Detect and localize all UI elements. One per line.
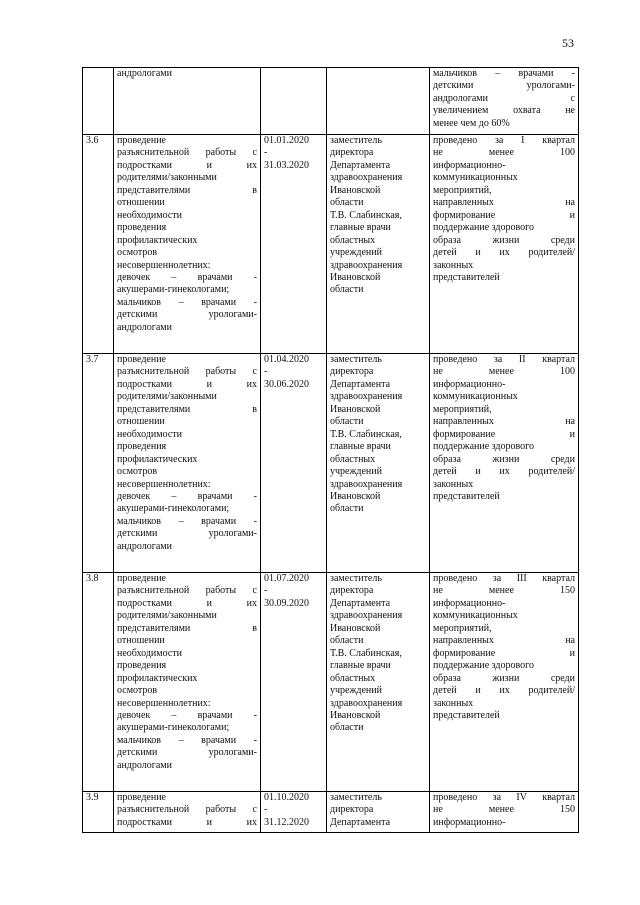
activity-line: проведения [117, 441, 167, 453]
responsible-line: директора [330, 804, 374, 816]
activity-line: родителями/законными [117, 391, 217, 403]
activity-line: необходимости [117, 209, 183, 221]
row-number: 3.7 [86, 354, 99, 365]
date-line: 31.03.2020 [264, 159, 309, 171]
activity-line: профилактических [117, 672, 198, 684]
result-line: законных [433, 697, 474, 709]
activity-line: родителями/законными [117, 172, 217, 184]
activity-line: необходимости [117, 428, 183, 440]
activity-line: мальчиков – врачами - [117, 296, 257, 308]
dates-cell [261, 135, 327, 354]
responsible-line: областных [330, 672, 376, 684]
table-row-3-7 [83, 354, 579, 573]
activity-line: акушерами-гинекологами; [117, 503, 230, 515]
dates-cell [261, 573, 327, 792]
activity-line: отношении [117, 635, 165, 647]
responsible-line: заместитель [330, 573, 382, 584]
result-line: направленных на [433, 197, 575, 209]
responsible-line: здравоохранения [330, 259, 403, 271]
result-line: не менее 100 [433, 366, 575, 378]
activity-line: осмотров [117, 466, 158, 478]
dates-cell [261, 354, 327, 573]
responsible-line: Департамента [330, 597, 391, 609]
result-line: детскими урологами- [433, 80, 575, 92]
responsible-line: Т.В. Слабинская, [330, 209, 402, 221]
activity-line: разъяснительной работы с [117, 366, 257, 378]
dates-cell [261, 68, 327, 135]
activity-line: мальчиков – врачами - [117, 734, 257, 746]
date-line: 01.04.2020 [264, 354, 309, 365]
result-line: формирование и [433, 647, 575, 659]
activity-line: осмотров [117, 247, 158, 259]
responsible-line: главные врачи [330, 660, 391, 672]
responsible-cell [327, 68, 430, 135]
result-line: мероприятий, [433, 184, 492, 196]
activity-line: девочек – врачами - [117, 709, 257, 721]
responsible-line: Ивановской [330, 622, 381, 634]
result-line: законных [433, 478, 474, 490]
result-line: информационно- [433, 816, 506, 828]
activity-cell [114, 354, 261, 573]
result-line: формирование и [433, 428, 575, 440]
responsible-line: здравоохранения [330, 697, 403, 709]
activity-cell [114, 68, 261, 135]
responsible-line: заместитель [330, 135, 382, 146]
responsible-line: области [330, 503, 364, 515]
result-line: не менее 150 [433, 804, 575, 816]
date-line: 01.10.2020 [264, 792, 309, 803]
date-line: 30.06.2020 [264, 378, 309, 390]
activity-cell [114, 573, 261, 792]
table-row-3-9 [83, 792, 579, 833]
result-cell [430, 792, 579, 833]
activity-line: представителями в [117, 622, 257, 634]
result-line: детей и их родителей/ [433, 466, 575, 478]
activity-line: родителями/законными [117, 610, 217, 622]
result-line: законных [433, 259, 474, 271]
result-line: проведено за I квартал [433, 135, 575, 146]
responsible-line: Департамента [330, 816, 391, 828]
responsible-line: Департамента [330, 378, 391, 390]
activity-line: разъяснительной работы с [117, 147, 257, 159]
result-line: образа жизни среди [433, 672, 575, 684]
responsible-line: главные врачи [330, 222, 391, 234]
activity-line: подростками и их [117, 816, 257, 828]
table-row-continued [83, 68, 579, 135]
activity-line: проведение [117, 573, 166, 584]
result-line: образа жизни среди [433, 453, 575, 465]
row-number-cell [83, 792, 114, 833]
activity-line: проведение [117, 354, 166, 365]
activity-line: проведения [117, 222, 167, 234]
responsible-cell [327, 135, 430, 354]
date-line: 01.01.2020 [264, 135, 309, 146]
page-number: 53 [562, 36, 574, 50]
responsible-cell [327, 792, 430, 833]
date-line: - [264, 366, 268, 378]
row-number-cell [83, 68, 114, 135]
dates-cell [261, 792, 327, 833]
result-line: детей и их родителей/ [433, 247, 575, 259]
row-number-cell [83, 354, 114, 573]
activity-line: детскими урологами- [117, 747, 257, 759]
result-line: андрологами с [433, 92, 575, 104]
activity-line: профилактических [117, 234, 198, 246]
result-line: представителей [433, 271, 500, 283]
activity-line: девочек – врачами - [117, 271, 257, 283]
responsible-line: директора [330, 585, 374, 597]
activity-line: осмотров [117, 685, 158, 697]
result-cell [430, 354, 579, 573]
responsible-line: областных [330, 453, 376, 465]
responsible-line: Т.В. Слабинская, [330, 428, 402, 440]
responsible-line: учреждений [330, 685, 382, 697]
result-line: направленных на [433, 635, 575, 647]
activity-line: подростками и их [117, 597, 257, 609]
date-line: 01.07.2020 [264, 573, 309, 584]
result-line: проведено за IV квартал [433, 792, 575, 803]
responsible-line: заместитель [330, 354, 382, 365]
result-cell [430, 68, 579, 135]
result-line: поддержание здорового [433, 441, 535, 453]
result-line: детей и их родителей/ [433, 685, 575, 697]
row-number-cell [83, 135, 114, 354]
responsible-line: Т.В. Слабинская, [330, 647, 402, 659]
activity-line: мальчиков – врачами - [117, 515, 257, 527]
activity-cell [114, 135, 261, 354]
activity-line: детскими урологами- [117, 309, 257, 321]
responsible-line: области [330, 722, 364, 734]
table-row-3-8 [83, 573, 579, 792]
activity-line: представителями в [117, 184, 257, 196]
result-line: увеличением охвата не [433, 105, 575, 117]
activity-line: разъяснительной работы с [117, 804, 257, 816]
responsible-line: Ивановской [330, 184, 381, 196]
result-line: информационно- [433, 597, 506, 609]
result-line: формирование и [433, 209, 575, 221]
responsible-line: здравоохранения [330, 478, 403, 490]
action-plan-table [82, 67, 579, 833]
activity-line: профилактических [117, 453, 198, 465]
row-number: 3.9 [86, 792, 99, 803]
responsible-line: директора [330, 366, 374, 378]
responsible-line: области [330, 197, 364, 209]
row-number-cell [83, 573, 114, 792]
activity-line: акушерами-гинекологами; [117, 284, 230, 296]
responsible-line: Ивановской [330, 271, 381, 283]
result-line: направленных на [433, 416, 575, 428]
result-line: проведено за III квартал [433, 573, 575, 584]
responsible-line: здравоохранения [330, 391, 403, 403]
responsible-line: директора [330, 147, 374, 159]
row-number: 3.6 [86, 135, 99, 146]
result-line: коммуникационных [433, 172, 518, 184]
responsible-line: учреждений [330, 247, 382, 259]
result-line: информационно- [433, 159, 506, 171]
result-cell [430, 573, 579, 792]
activity-line: подростками и их [117, 159, 257, 171]
date-line: 30.09.2020 [264, 597, 309, 609]
activity-line: отношении [117, 197, 165, 209]
activity-line: несовершеннолетних: [117, 259, 211, 271]
responsible-line: области [330, 416, 364, 428]
activity-line: несовершеннолетних: [117, 697, 211, 709]
activity-line: андрологами [117, 759, 172, 771]
result-line: проведено за II квартал [433, 354, 575, 365]
activity-line: детскими урологами- [117, 528, 257, 540]
activity-line: проведение [117, 792, 166, 803]
activity-line: девочек – врачами - [117, 490, 257, 502]
responsible-line: заместитель [330, 792, 382, 803]
result-line: менее чем до 60% [433, 117, 510, 129]
activity-line: отношении [117, 416, 165, 428]
responsible-line: областных [330, 234, 376, 246]
activity-line: несовершеннолетних: [117, 478, 211, 490]
responsible-line: Департамента [330, 159, 391, 171]
table-row-3-6 [83, 135, 579, 354]
responsible-line: здравоохранения [330, 610, 403, 622]
result-line: образа жизни среди [433, 234, 575, 246]
activity-line: андрологами [117, 540, 172, 552]
result-line: мероприятий, [433, 403, 492, 415]
result-line: поддержание здорового [433, 660, 535, 672]
activity-line: андрологами [117, 68, 172, 79]
responsible-line: Ивановской [330, 709, 381, 721]
result-line: представителей [433, 709, 500, 721]
date-line: - [264, 585, 268, 597]
result-line: коммуникационных [433, 391, 518, 403]
responsible-line: области [330, 284, 364, 296]
activity-line: акушерами-гинекологами; [117, 722, 230, 734]
responsible-line: здравоохранения [330, 172, 403, 184]
activity-line: проведения [117, 660, 167, 672]
activity-line: представителями в [117, 403, 257, 415]
result-line: мальчиков – врачами - [433, 68, 575, 79]
responsible-cell [327, 573, 430, 792]
result-line: не менее 150 [433, 585, 575, 597]
responsible-line: Ивановской [330, 403, 381, 415]
activity-line: необходимости [117, 647, 183, 659]
activity-cell [114, 792, 261, 833]
date-line: 31.12.2020 [264, 816, 309, 828]
result-cell [430, 135, 579, 354]
responsible-cell [327, 354, 430, 573]
result-line: поддержание здорового [433, 222, 535, 234]
result-line: информационно- [433, 378, 506, 390]
activity-line: подростками и их [117, 378, 257, 390]
responsible-line: Ивановской [330, 490, 381, 502]
result-line: не менее 100 [433, 147, 575, 159]
row-number: 3.8 [86, 573, 99, 584]
result-line: коммуникационных [433, 610, 518, 622]
responsible-line: учреждений [330, 466, 382, 478]
result-line: представителей [433, 490, 500, 502]
responsible-line: области [330, 635, 364, 647]
date-line: - [264, 147, 268, 159]
result-line: мероприятий, [433, 622, 492, 634]
responsible-line: главные врачи [330, 441, 391, 453]
date-line: - [264, 804, 268, 816]
activity-line: разъяснительной работы с [117, 585, 257, 597]
activity-line: андрологами [117, 321, 172, 333]
activity-line: проведение [117, 135, 166, 146]
